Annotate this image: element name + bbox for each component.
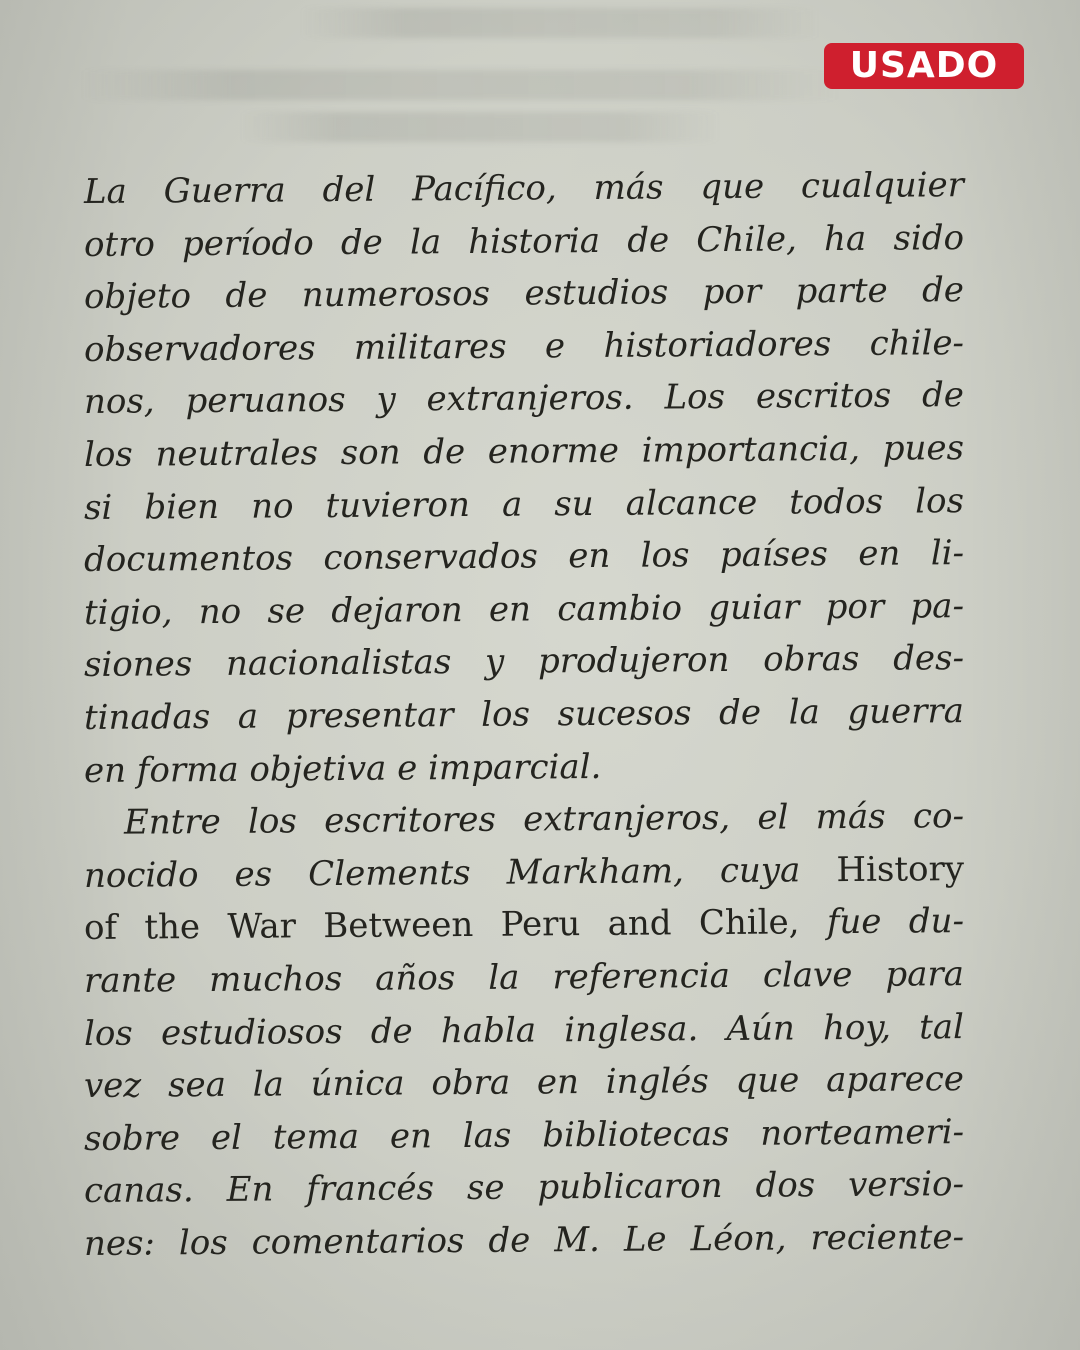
text-italic: fue du- xyxy=(826,901,965,943)
used-badge: USADO xyxy=(824,43,1024,89)
text-line: documentos conservados en los países en li- xyxy=(83,533,965,581)
book-title-text: of the War Between Peru and Chile, xyxy=(83,902,800,949)
text-line: en forma objetiva e imparcial. xyxy=(83,746,602,791)
text-line: sobre el tema en las bibliotecas norteameri- xyxy=(83,1111,965,1159)
text-line: si bien no tuvieron a su alcance todos los xyxy=(83,480,965,528)
text-line: rante muchos años la referencia clave para xyxy=(83,953,965,1001)
book-title-text: History xyxy=(836,848,965,890)
text-line xyxy=(84,843,964,903)
text-line: otro período de la historia de Chile, ha sido xyxy=(83,217,965,265)
body-text xyxy=(84,166,964,1270)
text-line: tigio, no se dejaron en cambio guiar por pa- xyxy=(83,585,965,633)
text-line: objeto de numerosos estudios por parte de xyxy=(83,270,965,318)
text-line: observadores militares e historiadores chile- xyxy=(83,322,965,370)
text-line: los estudiosos de habla inglesa. Aún hoy, tal xyxy=(83,1006,965,1054)
text-line: Entre los escritores extranjeros, el más co- xyxy=(123,796,965,843)
text-line: canas. En francés se publicaron dos versio- xyxy=(83,1164,965,1212)
text-line: vez sea la única obra en inglés que aparece xyxy=(83,1059,965,1107)
text-italic: nocido es Clements Markham, cuya xyxy=(83,850,801,896)
text-line: nos, peruanos y extranjeros. Los escritos de xyxy=(83,375,965,423)
text-line: siones nacionalistas y produjeron obras des- xyxy=(83,638,965,686)
text-line: tinadas a presentar los sucesos de la guerra xyxy=(83,691,965,738)
text-line: La Guerra del Pacífico, más que cualquier xyxy=(83,165,965,212)
text-line: los neutrales son de enorme importancia, pues xyxy=(83,428,965,475)
text-line: nes: los comentarios de M. Le Léon, reciente- xyxy=(83,1216,965,1264)
text-line xyxy=(84,895,964,955)
